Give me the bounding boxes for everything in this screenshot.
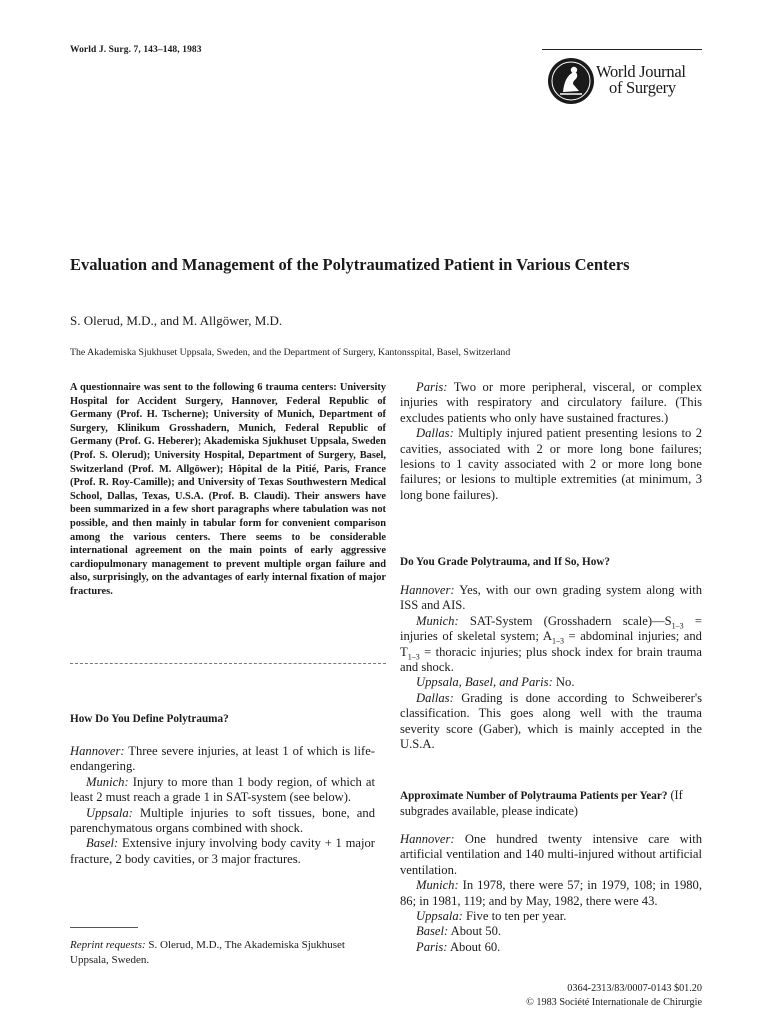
section-heading-define: How Do You Define Polytrauma? [70,713,229,725]
footnote-rule [70,927,138,928]
section-body-define-right [400,380,702,503]
header-rule [542,49,702,50]
grade-entry: Uppsala, Basel, and Paris: No. [416,675,575,690]
definition-entry: Dallas: Multiply injured patient presenting lesions to 2 cavities, associated with 2 or more long bone failures; lesions to 1 cavity associated with 2 or more long bone failures; or lesions to multiple extremities (at minimum, 3 long bone failures). [400,426,702,502]
reprint-footnote [70,938,375,968]
number-entry: Basel: About 50. [416,924,502,939]
number-entry: Munich: In 1978, there were 57; in 1979, 108; in 1980, 86; in 1981, 119; and by May, 1982, there were 43. [400,878,702,908]
journal-seal-icon [546,56,596,106]
article-authors: S. Olerud, M.D., and M. Allgöwer, M.D. [70,313,283,328]
definition-entry: Paris: Two or more peripheral, visceral, or complex injuries with respiratory and circulatory failure. (This excludes patients who only have sustained fractures.) [400,380,702,425]
footer-issn-block [526,982,702,1010]
number-entry: Paris: About 60. [416,939,501,954]
abstract: A questionnaire was sent to the following 6 trauma centers: University Hospital for Accident Surgery, Hannover, Federal Republic of Germany (Prof. H. Tscherne); University of Munich, Department of Surgery, Klinikum Grosshadern, Munich, Federal Republic of Germany (Prof. G. Heberer); Akademiska Sjukhuset Uppsala, Sweden (Prof. S. Olerud); University Hospital, Department of Surgery, Basel, Switzerland (Prof. M. Allgöwer); Hôpital de la Pitié, Paris, France (Prof. R. Roy-Camille); and University of Texas Southwestern Medical School, Dallas, Texas, U.S.A. (Prof. B. Claudi). Their answers have been summarized in a few short paragraphs where tabulation was not possible, and then mainly in tabular form for convenient comparison among the various centers. There seems to be considerable international agreement on the main points of early aggressive cardiopulmonary management to prevent multiple organ failure and also, surprisingly, on the advantages of early internal fixation of major fractures. [70,382,386,597]
issn-line: 0364-2313/83/0007-0143 $01.20 [567,983,702,994]
definition-entry: Munich: Injury to more than 1 body region, of which at least 2 must reach a grade 1 in SAT-system (see below). [70,774,375,805]
footnote-label: Reprint requests: [70,939,146,951]
section-heading-grade: Do You Grade Polytrauma, and If So, How? [400,556,610,568]
definition-entry: Uppsala: Multiple injuries to soft tissues, bone, and parenchymatous organs combined with shock. [70,805,375,836]
journal-citation: World J. Surg. 7, 143–148, 1983 [70,45,202,55]
section-heading-number-note: (If subgrades available, please indicate) [400,788,683,818]
grade-entry: Munich: SAT-System (Grosshadern $scale)—S_{1-3}$ = injuries of skeletal system; $A_{1-3}$ = abdominal injuries; and $T_{1-3}$ = thoracic injuries; plus shock index for brain trauma and shock. [400,613,702,675]
definition-entry: Basel: Extensive injury involving body cavity + 1 major fracture, 2 body cavities, or 3 major fractures. [70,836,375,866]
section-body-grade [400,583,702,752]
article-affiliation: The Akademiska Sjukhuset Uppsala, Sweden, and the Department of Surgery, Kantonsspital, Basel, Switzerland [70,347,511,358]
section-body-define-left [70,744,375,867]
article-title: Evaluation and Management of the Polytraumatized Patient in Various Centers [70,255,630,274]
grade-entry: Hannover: Yes, with our own grading system along with ISS and AIS. [400,583,702,613]
grade-entry: Dallas: Grading is done according to Schweiberer's classification. This goes along well with the trauma severity score (Gaber), which is mainly accepted in the U.S.A. [400,690,702,752]
footnote-text: S. Olerud, M.D., The Akademiska Sjukhuset Uppsala, Sweden. [70,939,345,966]
journal-logo-line2: of Surgery [609,78,676,97]
section-heading-number [400,788,702,819]
journal-logo [546,56,706,110]
number-entry: Uppsala: Five to ten per year. [416,909,567,924]
definition-entry: Hannover: Three severe injuries, at least 1 of which is life-endangering. [70,744,375,774]
section-body-number [400,832,702,955]
abstract-divider [70,663,386,664]
section-heading-number-bold: Approximate Number of Polytrauma Patients per Year? [400,790,668,802]
journal-logo-line1: World Journal [596,62,686,81]
copyright-line: © 1983 Société Internationale de Chirurgie [526,997,702,1008]
number-entry: Hannover: One hundred twenty intensive care with artificial ventilation and 140 multi-injured without artificial ventilation. [400,832,702,877]
